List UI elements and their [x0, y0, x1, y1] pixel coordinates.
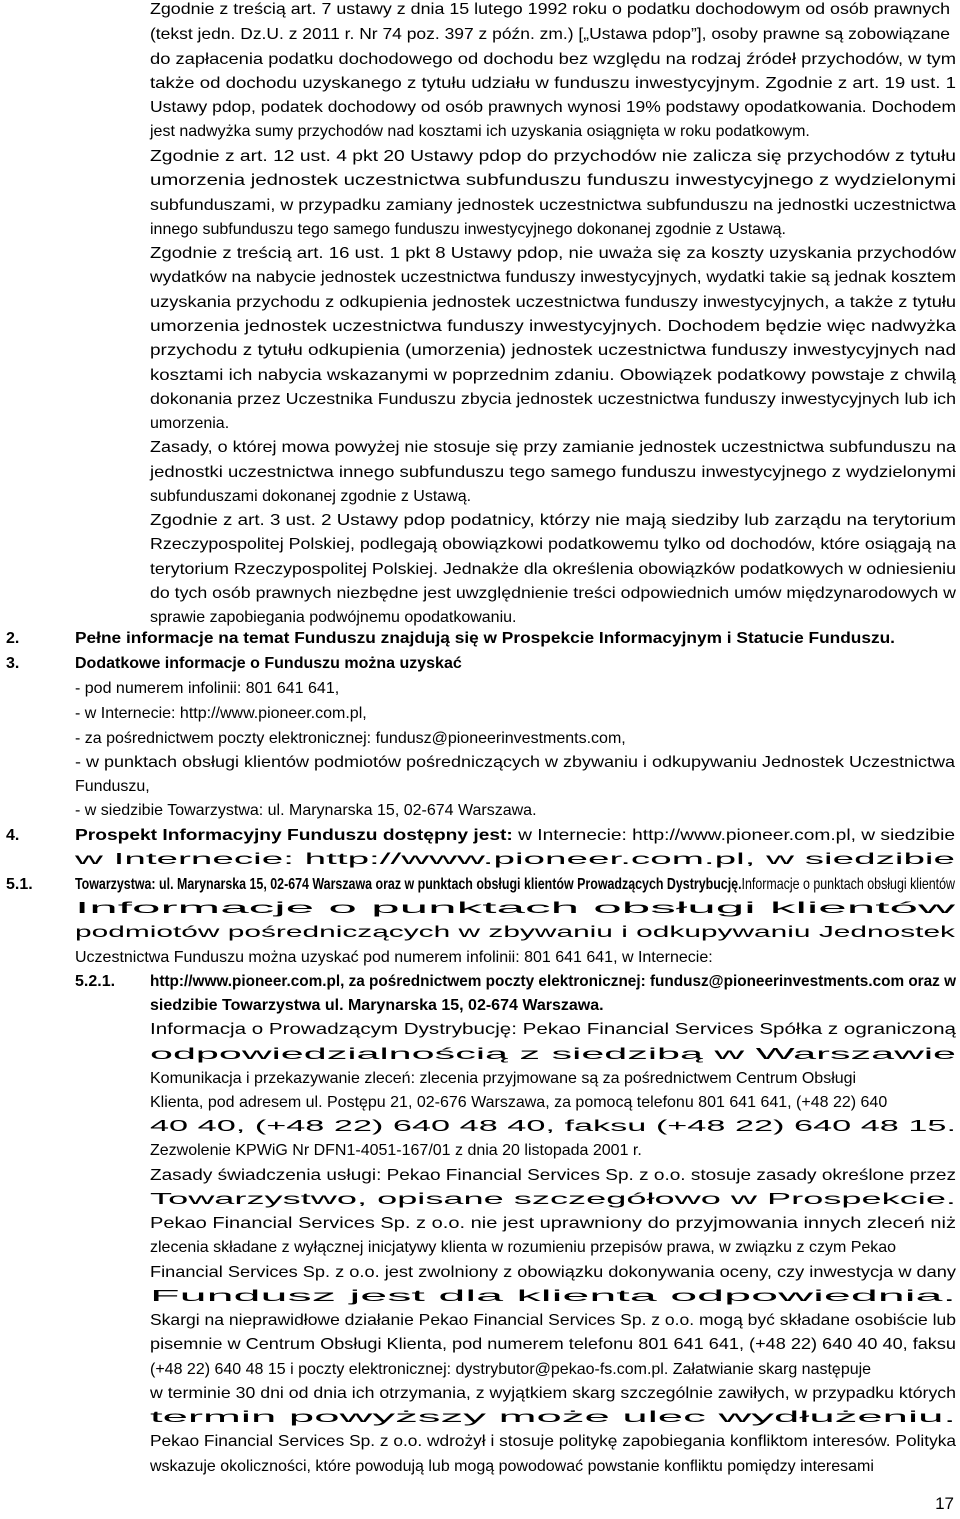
text-line: Dodatkowe informacje o Funduszu można uzyskać: [75, 655, 462, 672]
text-line: - pod numerem infolinii: 801 641 641,: [75, 680, 340, 697]
text-line: Zezwolenie KPWiG Nr DFN1-4051-167/01 z dnia 20 listopada 2001 r.: [150, 1142, 642, 1159]
text-line: Pekao Financial Services Sp. z o.o. wdrożył i stosuje politykę zapobiegania konfliktom interesów. Polityka: [150, 1433, 956, 1450]
text-line: Fundusz jest dla klienta odpowiednia.: [150, 1288, 956, 1305]
text-line: [75, 826, 955, 845]
text-line: - za pośrednictwem poczty elektronicznej: fundusz@pioneerinvestments.com,: [75, 730, 626, 747]
text-line: subfunduszami dokonanej zgodnie z Ustawą.: [150, 488, 472, 505]
text-line: - w siedzibie Towarzystwa: ul. Marynarska 15, 02-674 Warszawa.: [75, 802, 537, 819]
heading-text: Towarzystwa: ul. Marynarska 15, 02-674 Warszawa oraz w punktach obsługi klientów Prowadzących Dystrybucję.: [75, 876, 742, 893]
text-line: w Internecie: http://www.pioneer.com.pl, w siedzibie: [75, 851, 956, 868]
item-number: 2.: [6, 630, 20, 647]
text-line: dokonania przez Uczestnika Funduszu zbycia jednostek uczestnictwa funduszy inwestycyjnych lub ich: [150, 391, 956, 408]
text-line: (tekst jedn. Dz.U. z 2011 r. Nr 74 poz. 397 z późn. zm.) [„Ustawa pdop”], osoby prawne są zobowiązane: [150, 26, 950, 43]
text-line: Zasady świadczenia usługi: Pekao Financial Services Sp. z o.o. stosuje zasady określone przez: [150, 1167, 956, 1184]
text-line: do tych osób prawnych niezbędne jest uwzględnienie treści odpowiednich umów międzynarodowych w: [150, 585, 956, 602]
text-line: Pełne informacje na temat Funduszu znajdują się w Prospekcie Informacyjnym i Statucie Funduszu.: [75, 630, 895, 647]
text-line: siedzibie Towarzystwa ul. Marynarska 15, 02-674 Warszawa.: [150, 997, 604, 1014]
text-line: [75, 875, 955, 894]
text-line: Towarzystwo, opisane szczegółowo w Prospekcie.: [150, 1191, 956, 1208]
text-line: uzyskania przychodu z odkupienia jednostek uczestnictwa funduszy inwestycyjnych, a także z tytułu: [150, 294, 956, 311]
text-line: kosztami ich nabycia wskazanymi w poprzednim zdaniu. Obowiązek podatkowy powstaje z chwilą: [150, 367, 956, 384]
heading-text: Prospekt Informacyjny Funduszu dostępny jest:: [75, 827, 513, 844]
text-line: do zapłacenia podatku dochodowego od dochodu bez względu na rodzaj źródeł przychodów, w tym: [150, 51, 957, 68]
item-number: 4.: [6, 827, 20, 844]
item-number: 3.: [6, 655, 20, 672]
text-line: termin powyższy może ulec wydłużeniu.: [150, 1409, 956, 1426]
text-line: subfunduszami, w przypadku zamiany jednostek uczestnictwa subfunduszu na jednostki uczestnictwa: [150, 197, 956, 214]
text-line: Klienta, pod adresem ul. Postępu 21, 02-676 Warszawa, za pomocą telefonu 801 641 641, (+48 22) 640: [150, 1094, 888, 1111]
text-line: umorzenia.: [150, 415, 230, 432]
text-line: Informacja o Prowadzącym Dystrybucję: Pekao Financial Services Spółka z ograniczoną: [150, 1021, 956, 1038]
item-number: 5.1.: [6, 876, 33, 893]
text-line: w terminie 30 dni od dnia ich otrzymania, z wyjątkiem skarg szczególnie zawiłych, w przypadku których: [150, 1385, 957, 1402]
text-line: Funduszu,: [75, 778, 150, 795]
text-line: umorzenia jednostek uczestnictwa subfunduszu funduszu inwestycyjnego z wydzielonymi: [150, 172, 956, 189]
text-line: jest nadwyżka sumy przychodów nad kosztami ich uzyskania osiągnięta w roku podatkowym.: [150, 123, 810, 140]
text-line: Informacje o punktach obsługi klientów: [75, 900, 955, 917]
text-line: przychodu z tytułu odkupienia (umorzenia) jednostek uczestnictwa funduszy inwestycyjnych nad: [150, 342, 956, 359]
text-line: Financial Services Sp. z o.o. jest zwolniony z obowiązku dokonywania oceny, czy inwestycja w dany: [150, 1264, 956, 1281]
text-line: 40 40, (+48 22) 640 48 40, faksu (+48 22) 640 48 15.: [150, 1118, 956, 1135]
text-line: Komunikacja i przekazywanie zleceń: zlecenia przyjmowane są za pośrednictwem Centrum Obsługi: [150, 1070, 857, 1087]
text-line: terytorium Rzeczypospolitej Polskiej. Jednakże dla określenia obowiązków podatkowych w odniesieniu: [150, 561, 956, 578]
text-line: odpowiedzialnością z siedzibą w Warszawie: [150, 1046, 956, 1063]
text-line: pisemnie w Centrum Obsługi Klienta, pod numerem telefonu 801 641 641, (+48 22) 640 40 40, faksu: [150, 1336, 956, 1353]
text-line: http://www.pioneer.com.pl, za pośrednictwem poczty elektronicznej: fundusz@pioneerinvestments.com oraz w: [150, 973, 956, 990]
text-line: Pekao Financial Services Sp. z o.o. nie jest uprawniony do przyjmowania innych zleceń niż: [150, 1215, 956, 1232]
text-line: Ustawy pdop, podatek dochodowy od osób prawnych wynosi 19% podstawy opodatkowania. Dochodem: [150, 99, 956, 116]
text-line: także od dochodu uzyskanego z tytułu udziału w funduszu inwestycyjnym. Zgodnie z art. 19 ust. 1: [150, 75, 956, 92]
text-line: wskazuje okoliczności, które powodują lub mogą powodować powstanie konfliktu pomiędzy interesami: [150, 1458, 874, 1475]
text-line: Zgodnie z art. 12 ust. 4 pkt 20 Ustawy pdop do przychodów nie zalicza się przychodów z tytułu: [150, 148, 956, 165]
text-line: Rzeczypospolitej Polskiej, podlegają obowiązkowi podatkowemu tylko od dochodów, które osiągają na: [150, 536, 957, 553]
text-line: innego subfunduszu tego samego funduszu inwestycyjnego dokonanej zgodnie z Ustawą.: [150, 221, 786, 238]
text-line: Uczestnictwa Funduszu można uzyskać pod numerem infolinii: 801 641 641, w Internecie:: [75, 949, 713, 966]
text-line: - w punktach obsługi klientów podmiotów pośredniczących w zbywaniu i odkupywaniu Jednostek Uczestnictwa: [75, 754, 955, 771]
text-line: Zasady, o której mowa powyżej nie stosuje się przy zamianie jednostek uczestnictwa subfunduszu na: [150, 439, 956, 456]
text-line: Zgodnie z treścią art. 7 ustawy z dnia 15 lutego 1992 roku o podatku dochodowym od osób prawnych: [150, 1, 950, 18]
text-line: Zgodnie z art. 3 ust. 2 Ustawy pdop podatnicy, którzy nie mają siedziby lub zarządu na terytorium: [150, 512, 956, 529]
item-number: 5.2.1.: [75, 973, 116, 990]
text-line: umorzenia jednostek uczestnictwa funduszy inwestycyjnych. Dochodem będzie więc nadwyżka: [150, 318, 956, 335]
text-line: podmiotów pośredniczących w zbywaniu i odkupywaniu Jednostek: [75, 924, 955, 941]
text-line: - w Internecie: http://www.pioneer.com.pl,: [75, 705, 367, 722]
body-text: w Internecie: http://www.pioneer.com.pl, w siedzibie: [512, 827, 955, 844]
text-line: sprawie zapobiegania podwójnemu opodatkowaniu.: [150, 609, 517, 626]
text-line: (+48 22) 640 48 15 i poczty elektronicznej: dystrybutor@pekao-fs.com.pl. Załatwianie skarg następuje: [150, 1361, 872, 1378]
text-line: jednostki uczestnictwa innego subfunduszu tego samego funduszu inwestycyjnego z wydzielonymi: [150, 464, 956, 481]
text-line: Skargi na nieprawidłowe działanie Pekao Financial Services Sp. z o.o. mogą być składane osobiście lub: [150, 1312, 956, 1329]
page-number: 17: [935, 1494, 954, 1513]
text-line: Zgodnie z treścią art. 16 ust. 1 pkt 8 Ustawy pdop, nie uważa się za koszty uzyskania przychodów: [150, 245, 957, 262]
text-line: wydatków na nabycie jednostek uczestnictwa funduszy inwestycyjnych, wydatki takie są jednak kosztem: [150, 269, 956, 286]
text-line: zlecenia składane z wyłącznej inicjatywy klienta w rozumieniu przepisów prawa, w związku z czym Pekao: [150, 1239, 897, 1256]
body-text: Informacje o punktach obsługi klientów: [741, 876, 955, 893]
